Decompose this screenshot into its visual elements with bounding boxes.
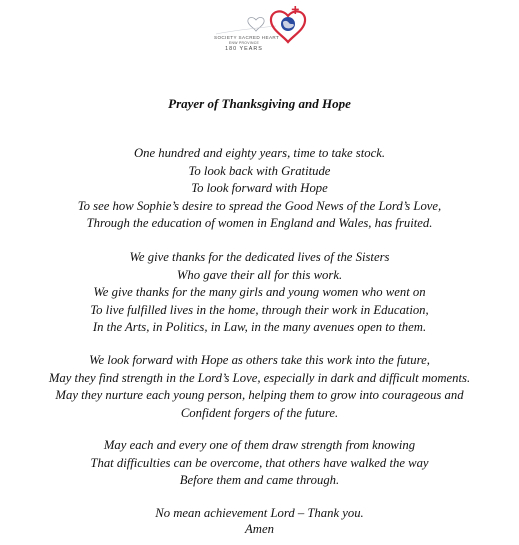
prayer-title: Prayer of Thanksgiving and Hope <box>168 96 351 111</box>
society-sacred-heart-logo <box>196 4 316 56</box>
stanza-line: We give thanks for the many girls and young women who went on <box>93 285 426 299</box>
stanza-line: We give thanks for the dedicated lives of the Sisters <box>129 250 390 264</box>
stanza-line: To look back with Gratitude <box>188 163 331 178</box>
amen-line: Amen <box>245 522 274 536</box>
stanza-line: Confident forgers of the future. <box>180 405 339 420</box>
stanza-line: We look forward with Hope as others take this work into the future, <box>89 353 430 367</box>
stanza-line: No mean achievement Lord – Thank you. <box>155 506 364 520</box>
stanza-line: May they nurture each young person, helping them to grow into courageous and <box>55 388 464 402</box>
stanza-4 <box>0 437 519 490</box>
logo-society-name: SOCIETY SACRED HEART <box>214 35 280 40</box>
stanza-line: In the Arts, in Politics, in Law, in the many avenues open to them. <box>92 320 427 334</box>
stanza-line: That difficulties can be overcome, that others have walked the way <box>90 455 429 470</box>
stanza-line: May they find strength in the Lord’s Love, especially in dark and difficult moments. <box>48 370 471 385</box>
stanza-line: Before them and came through. <box>179 473 340 487</box>
logo-province: ENW PROVINCE <box>228 40 260 45</box>
stanza-line: To see how Sophie’s desire to spread the Good News of the Lord’s Love, <box>77 198 442 213</box>
stanza-line: One hundred and eighty years, time to take stock. <box>133 146 386 160</box>
stanza-line: To live fulfilled lives in the home, through their work in Education, <box>90 302 429 317</box>
logo-anniversary: 180 YEARS <box>225 46 263 52</box>
stanza-1 <box>0 145 519 233</box>
stanza-line: May each and every one of them draw strength from knowing <box>103 438 416 452</box>
stanza-line: Who gave their all for this work. <box>176 267 343 282</box>
stanza-5-closing <box>0 505 519 537</box>
stanza-2 <box>0 249 519 337</box>
logo-wordmark <box>214 35 280 52</box>
stanza-line: To look forward with Hope <box>191 181 328 195</box>
stanza-line: Through the education of women in England and Wales, has fruited. <box>86 216 433 230</box>
stanza-3 <box>0 352 519 422</box>
